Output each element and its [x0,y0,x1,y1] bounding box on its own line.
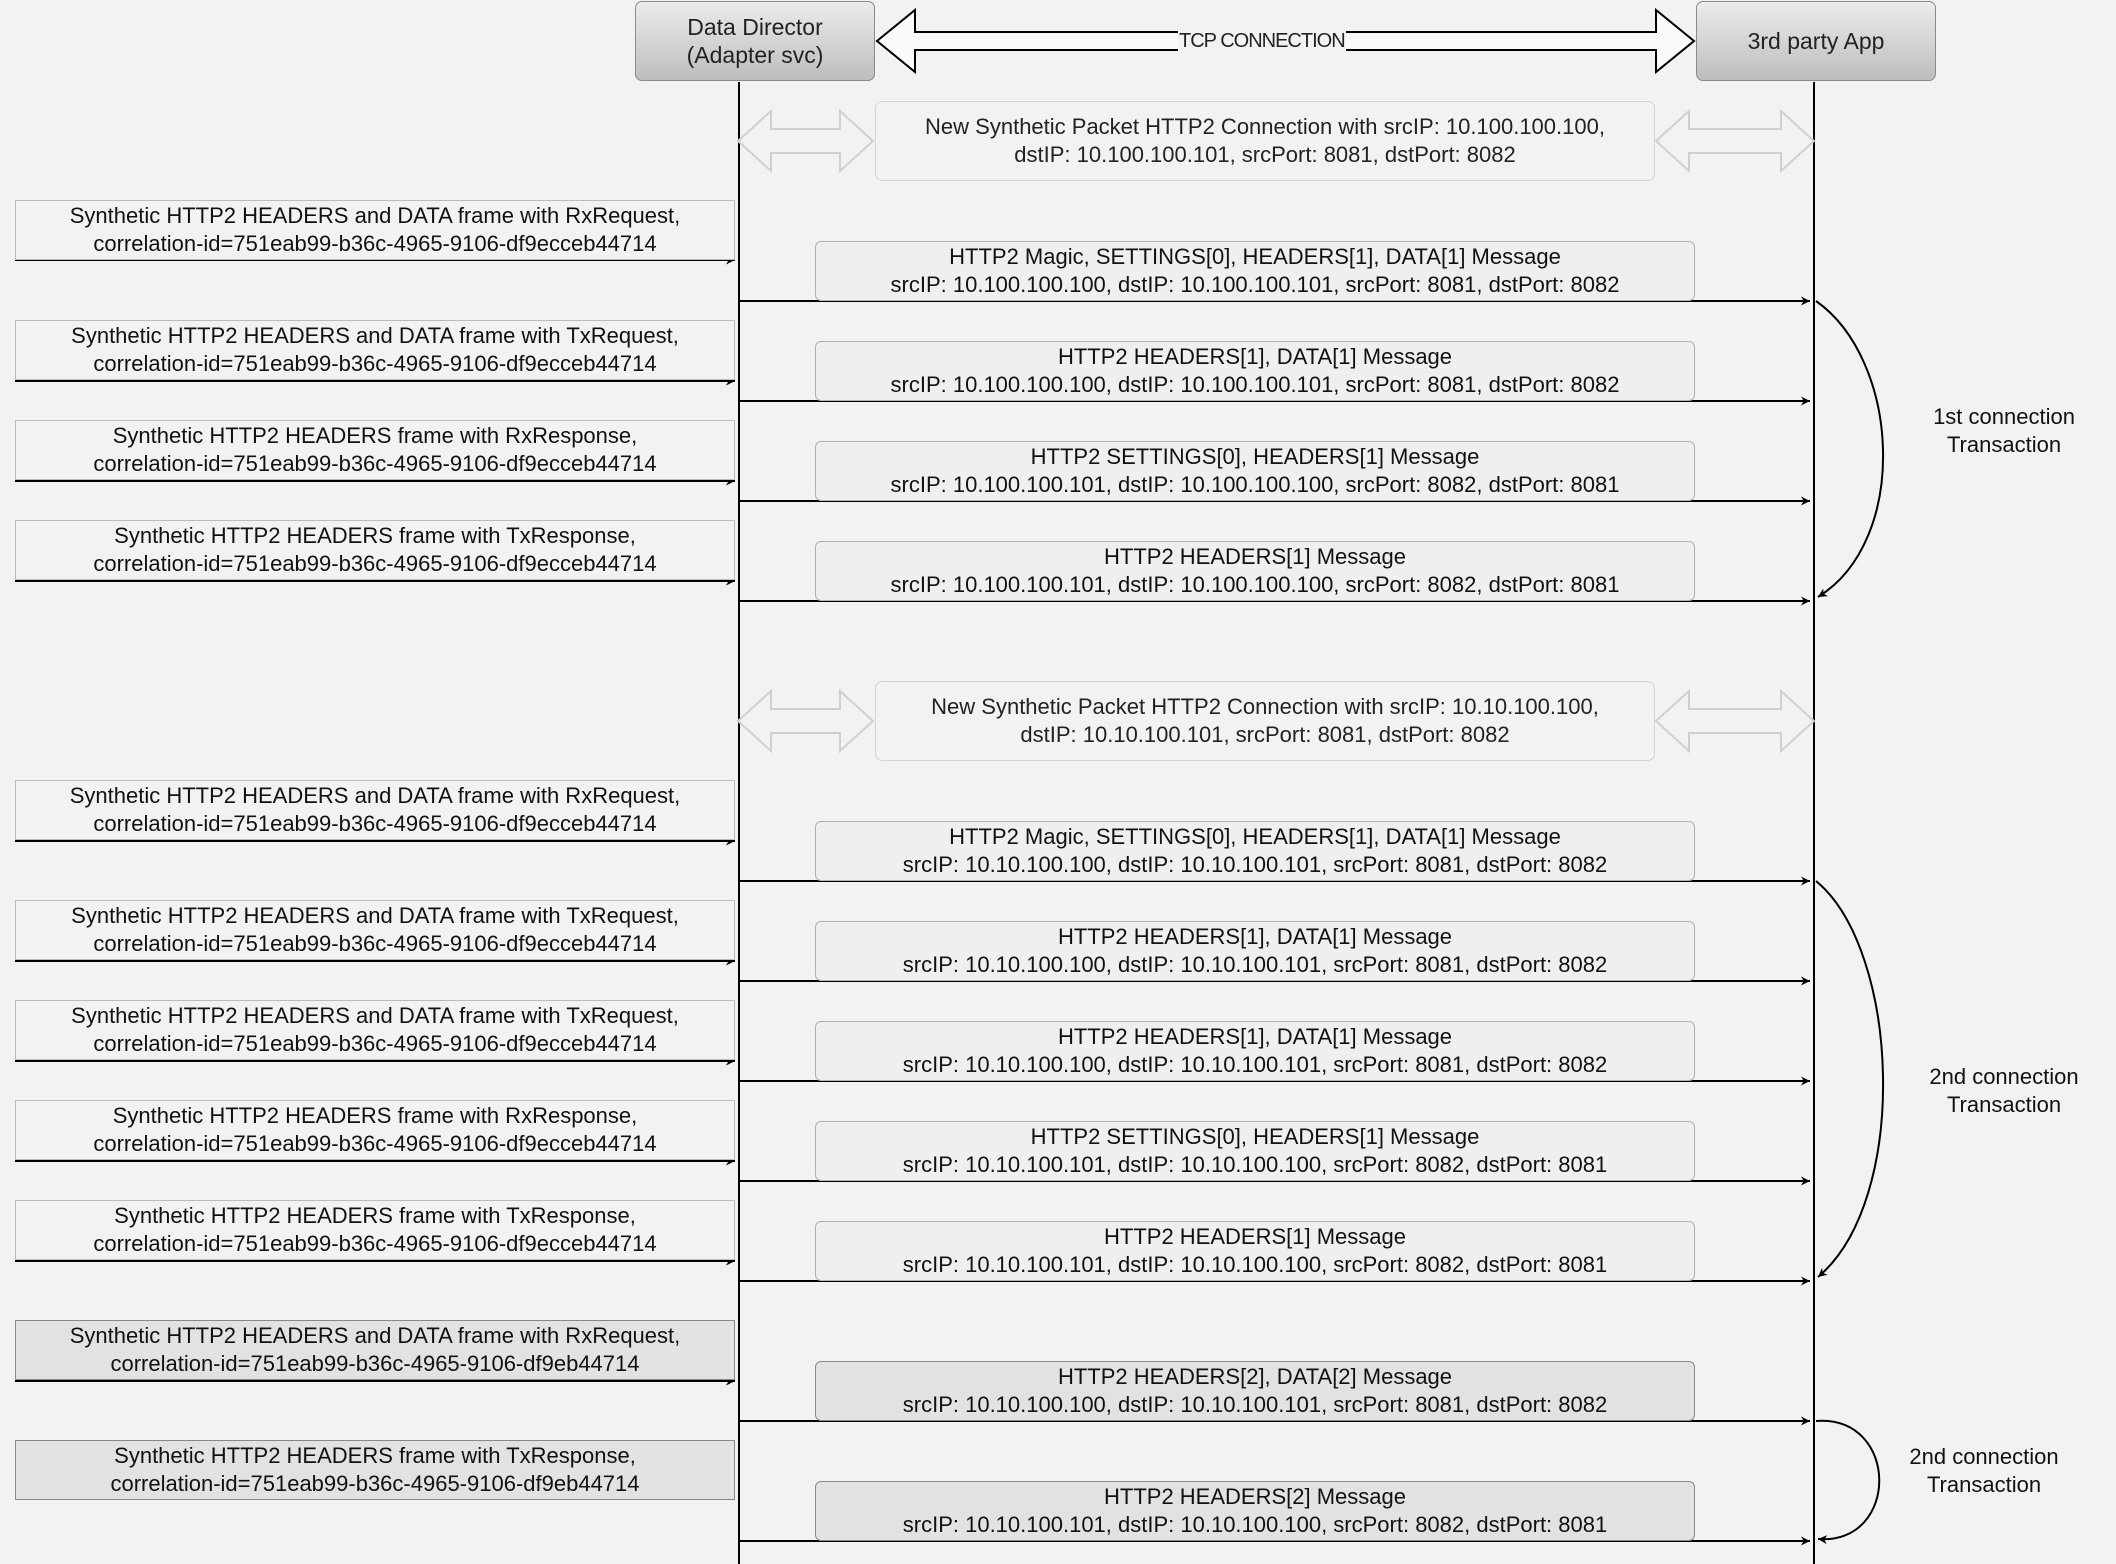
left-frame-label: Synthetic HTTP2 HEADERS and DATA frame with RxRequest, correlation-id=751eab99-b36c-4965-9106-df9ecceb44714 [15,780,735,840]
group-label-2: 2nd connection Transaction [1929,1064,2079,1117]
actor-data-director: Data Director (Adapter svc) [635,1,875,81]
message-label: HTTP2 HEADERS[1], DATA[1] Message srcIP: 10.10.100.100, dstIP: 10.10.100.101, srcPort: 8081, dstPort: 8082 [815,1021,1695,1081]
connection-arrow-2-right [1656,691,1814,751]
tcp-connection-label: TCP CONNECTION [1179,30,1345,52]
group-curve-2 [1816,881,1883,1277]
connection-arrow-1-right [1656,111,1814,171]
left-frame-label: Synthetic HTTP2 HEADERS and DATA frame with RxRequest, correlation-id=751eab99-b36c-4965-9106-df9eb44714 [15,1320,735,1380]
message-label: HTTP2 SETTINGS[0], HEADERS[1] Message srcIP: 10.100.100.101, dstIP: 10.100.100.100, srcPort: 8082, dstPort: 8081 [815,441,1695,501]
left-frame-label: Synthetic HTTP2 HEADERS and DATA frame with TxRequest, correlation-id=751eab99-b36c-4965-9106-df9ecceb44714 [15,1000,735,1060]
group-curve-3 [1816,1421,1879,1539]
left-frame-label: Synthetic HTTP2 HEADERS frame with TxResponse, correlation-id=751eab99-b36c-4965-9106-df9ecceb44714 [15,1200,735,1260]
group-curve-1 [1816,301,1883,597]
message-label: HTTP2 HEADERS[1] Message srcIP: 10.100.100.101, dstIP: 10.100.100.100, srcPort: 8082, dstPort: 8081 [815,541,1695,601]
connection-note-1: New Synthetic Packet HTTP2 Connection with srcIP: 10.100.100.100, dstIP: 10.100.100.101, srcPort: 8081, dstPort: 8082 [875,101,1655,181]
message-label: HTTP2 HEADERS[2], DATA[2] Message srcIP: 10.10.100.100, dstIP: 10.10.100.101, srcPort: 8081, dstPort: 8082 [815,1361,1695,1421]
left-frame-label: Synthetic HTTP2 HEADERS frame with RxResponse, correlation-id=751eab99-b36c-4965-9106-df9ecceb44714 [15,1100,735,1160]
left-frame-label: Synthetic HTTP2 HEADERS and DATA frame with RxRequest, correlation-id=751eab99-b36c-4965-9106-df9ecceb44714 [15,200,735,260]
message-label: HTTP2 HEADERS[2] Message srcIP: 10.10.100.101, dstIP: 10.10.100.100, srcPort: 8082, dstPort: 8081 [815,1481,1695,1541]
message-label: HTTP2 SETTINGS[0], HEADERS[1] Message srcIP: 10.10.100.101, dstIP: 10.10.100.100, srcPort: 8082, dstPort: 8081 [815,1121,1695,1181]
message-label: HTTP2 HEADERS[1] Message srcIP: 10.10.100.101, dstIP: 10.10.100.100, srcPort: 8082, dstPort: 8081 [815,1221,1695,1281]
message-label: HTTP2 Magic, SETTINGS[0], HEADERS[1], DATA[1] Message srcIP: 10.10.100.100, dstIP: 10.10.100.101, srcPort: 8081, dstPort: 8082 [815,821,1695,881]
left-frame-label: Synthetic HTTP2 HEADERS frame with TxResponse, correlation-id=751eab99-b36c-4965-9106-df9ecceb44714 [15,520,735,580]
left-frame-label: Synthetic HTTP2 HEADERS frame with RxResponse, correlation-id=751eab99-b36c-4965-9106-df9ecceb44714 [15,420,735,480]
left-frame-label: Synthetic HTTP2 HEADERS frame with TxResponse, correlation-id=751eab99-b36c-4965-9106-df9eb44714 [15,1440,735,1500]
connection-note-2: New Synthetic Packet HTTP2 Connection with srcIP: 10.10.100.100, dstIP: 10.10.100.101, srcPort: 8081, dstPort: 8082 [875,681,1655,761]
message-label: HTTP2 HEADERS[1], DATA[1] Message srcIP: 10.10.100.100, dstIP: 10.10.100.101, srcPort: 8081, dstPort: 8082 [815,921,1695,981]
message-label: HTTP2 HEADERS[1], DATA[1] Message srcIP: 10.100.100.100, dstIP: 10.100.100.101, srcPort: 8081, dstPort: 8082 [815,341,1695,401]
left-frame-label: Synthetic HTTP2 HEADERS and DATA frame with TxRequest, correlation-id=751eab99-b36c-4965-9106-df9ecceb44714 [15,900,735,960]
connection-arrow-2-left [738,691,873,751]
actor-third-party: 3rd party App [1696,1,1936,81]
message-label: HTTP2 Magic, SETTINGS[0], HEADERS[1], DATA[1] Message srcIP: 10.100.100.100, dstIP: 10.100.100.101, srcPort: 8081, dstPort: 8082 [815,241,1695,301]
group-label-3: 2nd connection Transaction [1909,1444,2059,1497]
left-frame-label: Synthetic HTTP2 HEADERS and DATA frame with TxRequest, correlation-id=751eab99-b36c-4965-9106-df9ecceb44714 [15,320,735,380]
connection-arrow-1-left [738,111,873,171]
group-label-1: 1st connection Transaction [1933,404,2075,457]
